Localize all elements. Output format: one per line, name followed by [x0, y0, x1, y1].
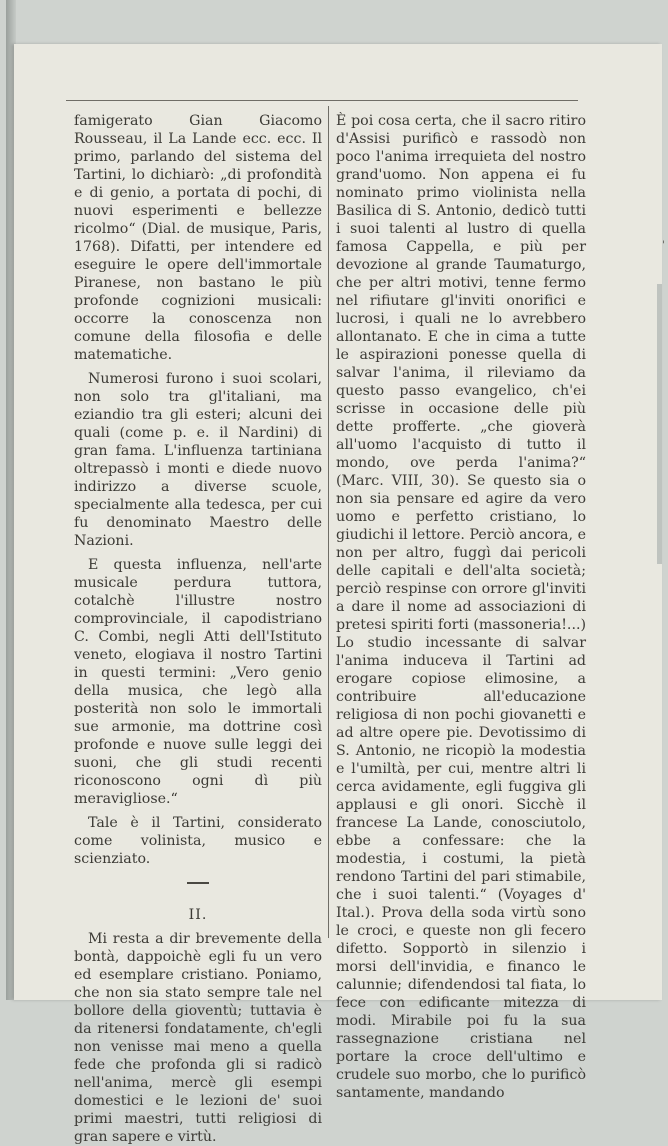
paragraph: famigerato Gian Giacomo Rousseau, il La Lande ecc. ecc. Il primo, parlando del sistema del Tartini, lo dichiarò: „di profondità e di genio, a portata di pochi, di nuovi esperimenti e bellezze ricolmo“ (Dial. de musique, Paris, 1768). Difatti, per intendere ed eseguire le opere dell'immortale Piranese, non bastano le più profonde cognizioni musicali: occorre la conoscenza non comune della filosofia e delle matematiche. — [74, 113, 322, 363]
header-rule — [66, 100, 578, 101]
margin-mark: ' — [662, 240, 665, 251]
page-shadow — [657, 284, 662, 564]
section-heading: II. — [188, 907, 208, 923]
paragraph: Tale è il Tartini, considerato come volinista, musico e scienziato. — [74, 815, 322, 867]
paragraph: E questa influenza, nell'arte musicale perdura tuttora, cotalchè l'illustre nostro comprovinciale, il capodistriano C. Combi, negli Atti dell'Istituto veneto, elogiava il nostro Tartini in questi termini: „Vero genio della musica, che legò alla posterità non solo le immortali sue armonie, ma dottrine così profonde e nuove sulle leggi dei suoni, che gli studi recenti riconoscono ogni dì più meravigliose.“ — [74, 557, 322, 807]
paragraph: Mi resta a dir brevemente della bontà, dappoichè egli fu un vero ed esemplare cristiano. Poniamo, che non sia stato sempre tale nel bollore della gioventù; tuttavia è da ritenersi fondatamente, ch'egli non venisse mai meno a quella fede che profonda gli si radicò nell'anima, mercè gli esempi domestici e le lezioni de' suoi primi maestri, tutti religiosi di gran sapere e virtù. — [74, 931, 322, 1145]
paragraph: È poi cosa certa, che il sacro ritiro d'Assisi purificò e rassodò non poco l'anima irrequieta del nostro grand'uomo. Non appena ei fu nominato primo violinista nella Basilica di S. Antonio, dedicò tutti i suoi talenti al lustro di quella famosa Cappella, e più per devozione al grande Taumaturgo, che per altri motivi, tenne fermo nel rifiutare gl'inviti onorifici e lucrosi, i quali ne lo avrebbero allontanato. E che in cima a tutte le aspirazioni ponesse quella di salvar l'anima, il rileviamo da questo passo evangelico, ch'ei scrisse in occasione delle più dette profferte. „che gioverà all'uomo l'acquisto di tutto il mondo, ove perda l'anima?“ (Marc. VIII, 30). Se questo sia o non sia pensare ed agire da vero uomo e perfetto cristiano, lo giudichi il lettore. Perciò ancora, e non per altro, fuggì dai pericoli delle capitali e dell'alta società; perciò respinse con orrore gl'inviti a dare il nome ad associazioni di pretesi spiriti forti (massoneria!...) Lo studio incessante di salvar l'anima induceva il Tartini ad erogare copiose elimosine, a contribuire all'educazione religiosa di non pochi giovanetti e ad altre opere pie. Devotissimo di S. Antonio, ne ricopiò la modestia e l'umiltà, per cui, mentre altri li cerca avidamente, egli fuggiva gli applausi e gli onori. Sicchè il francese La Lande, conosciutolo, ebbe a confessare: che la modestia, i costumi, la pietà rendono Tartini del pari stimabile, che i suoi talenti.“ (Voyages d' Ital.). Prova della soda virtù sono le croci, e queste non gli fecero difetto. Sopportò in silenzio i morsi dell'invidia, e financo le calunnie; difendendosi tal fiata, lo fece con edificante mitezza di modi. Mirabile poi fu la sua rassegnazione cristiana nel portare la croce dell'ultimo e crudele suo morbo, che lo purificò santamente, mandando — [336, 113, 586, 1101]
right-column — [336, 112, 586, 1102]
paragraph: Numerosi furono i suoi scolari, non solo tra gl'italiani, ma eziandio tra gli esteri; alcuni dei quali (come p. e. il Nardini) di gran fama. L'influenza tartiniana oltrepassò i monti e diede nuovo indirizzo a diverse scuole, specialmente alla tedesca, per cui fu denominato Maestro delle Nazioni. — [74, 371, 322, 549]
section-separator — [187, 882, 209, 884]
left-column — [74, 112, 322, 1146]
document-page — [14, 44, 665, 1145]
column-divider — [328, 106, 329, 938]
